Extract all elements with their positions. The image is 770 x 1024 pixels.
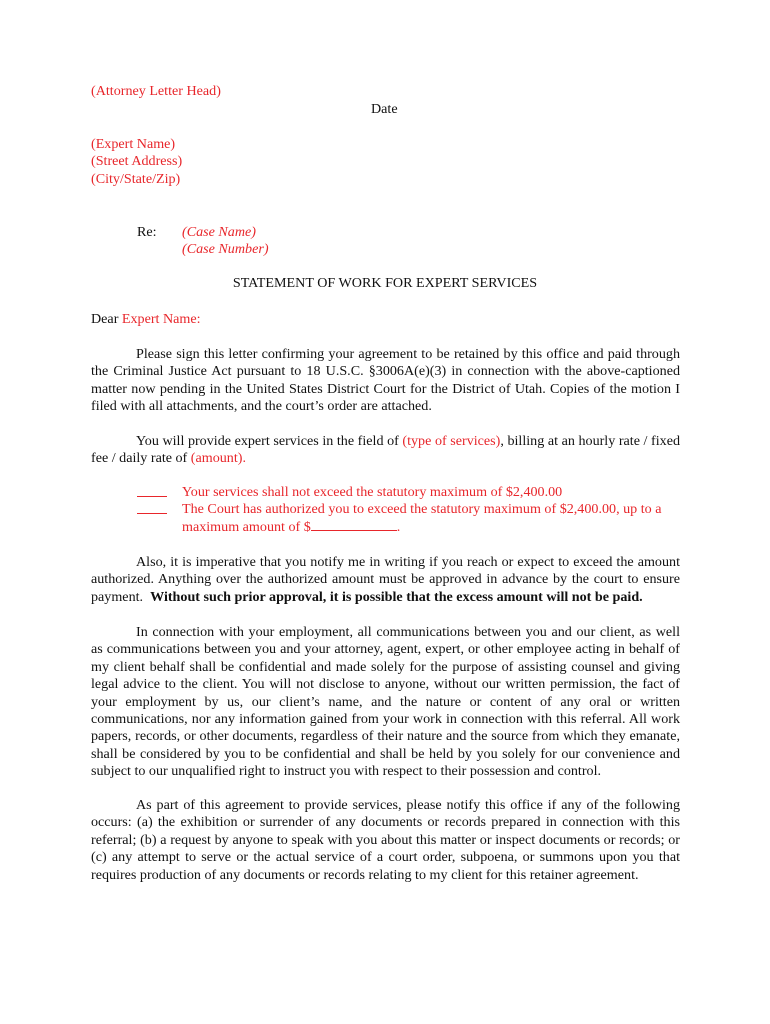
services-text-3: . — [242, 450, 246, 467]
case-name: (Case Name) — [182, 224, 256, 240]
option2-checkbox-blank[interactable] — [137, 501, 167, 514]
case-number: (Case Number) — [182, 241, 269, 258]
notify-bold-warning: Without such prior approval, it is possible that the excess amount will not be paid. — [150, 588, 643, 605]
salutation-prefix: Dear — [91, 311, 122, 327]
services-text-1: You will provide expert services in the field of — [136, 433, 403, 449]
document-title — [0, 275, 770, 292]
salutation — [91, 311, 201, 328]
option2-suffix: . — [396, 519, 401, 536]
re-case-block — [182, 224, 269, 259]
option2-text-block — [182, 501, 682, 537]
paragraph-agreement: Please sign this letter confirming your agreement to be retained by this office and paid through the Criminal Justice Act pursuant to 18 U.S.C. §3006A(e)(3) in connection with the above-captioned matter now pending in the United States District Court for the District of Utah. Copies of the motion I filed with all attachments, and the court’s order are attached. — [91, 346, 680, 415]
recipient-street: (Street Address) — [91, 153, 183, 170]
notify-text: Also, it is imperative that you notify me in writing if you reach or expect to exceed the amount authorized. Anything over the authorized amount must be approved in advance by the court to ensure payment. — [91, 554, 680, 605]
paragraph-confidentiality: In connection with your employment, all communications between you and our client, as well as communications between you and your attorney, agent, expert, or other employee acting in behalf of my client behalf shall be confidential and made solely for the purpose of assisting counsel and giving legal advice to the client. You will not disclose to anyone, without our written permission, the fact of your employment by us, our client’s name, and the nature or content of any oral or written communications, nor any information gained from your work in connection with this referral. All work papers, records, or other documents, regardless of their nature and the source from which they emanate, shall be considered by you to be confidential and shall be held by you solely for our convenience and subject to our unqualified right to instruct you with respect to their possession and control. — [91, 624, 680, 780]
option2-amount-blank[interactable] — [311, 518, 397, 531]
re-label: Re: — [137, 224, 157, 240]
recipient-name: (Expert Name) — [91, 136, 176, 152]
recipient-city-state-zip: (City/State/Zip) — [91, 170, 181, 187]
paragraph-notify-excess — [91, 554, 680, 606]
option1-text: Your services shall not exceed the statutory maximum of $2,400.00 — [182, 484, 563, 500]
letter-date: Date — [371, 101, 398, 117]
paragraph-notification: As part of this agreement to provide services, please notify this office if any of the following occurs: (a) the exhibition or surrender of any documents or records prepared in connection with this referral; (b) a request by anyone to speak with you about this matter or inspect documents or records; or (c) any attempt to serve or the actual service of a court order, subpoena, or summons upon you that requires production of any documents or records relating to my client for this retainer agreement. — [91, 797, 680, 883]
services-amount-placeholder: (amount) — [190, 450, 243, 467]
option1-checkbox-blank[interactable] — [137, 484, 167, 497]
services-text-2: , billing at an hourly rate / fixed fee / daily rate of — [91, 433, 680, 467]
document-title-text: STATEMENT OF WORK FOR EXPERT SERVICES — [232, 275, 538, 291]
recipient-address-block — [91, 136, 182, 188]
salutation-name: Expert Name: — [121, 311, 201, 327]
attorney-letterhead: (Attorney Letter Head) — [91, 83, 221, 99]
option2-text: The Court has authorized you to exceed the statutory maximum of $2,400.00, up to a maximum amount of $ — [182, 501, 662, 536]
services-field-placeholder: (type of services) — [402, 433, 501, 449]
paragraph-services — [91, 433, 680, 468]
